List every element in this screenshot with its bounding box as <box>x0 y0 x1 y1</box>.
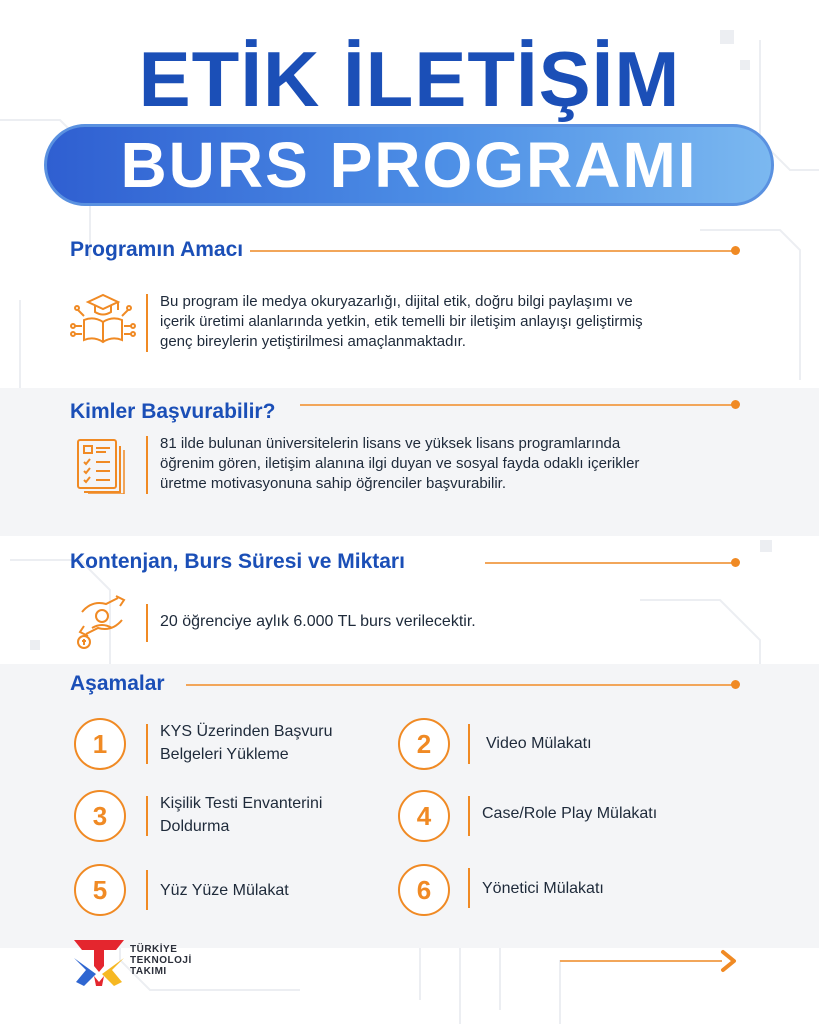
checklist-document-icon <box>76 438 128 498</box>
logo-wordmark <box>130 944 192 977</box>
purpose-bar <box>146 294 148 352</box>
step-bar-1 <box>146 724 148 764</box>
eligibility-title: Kimler Başvurabilir? <box>70 400 276 423</box>
eligibility-divider-dot <box>731 400 740 409</box>
quota-bar <box>146 604 148 642</box>
eligibility-line: üretme motivasyonuna sahip öğrenciler başvurabilir. <box>160 475 507 492</box>
quota-description <box>160 612 760 632</box>
step-label-line: KYS Üzerinden Başvuru <box>160 723 333 740</box>
step-label-line: Video Mülakatı <box>486 735 592 752</box>
step-label-3 <box>160 792 380 838</box>
stages-divider <box>186 684 732 686</box>
quota-title: Kontenjan, Burs Süresi ve Miktarı <box>70 550 405 573</box>
step-number-6: 6 <box>398 864 450 916</box>
eligibility-line: öğrenim gören, iletişim alanına ilgi duyan ve sosyal fayda odaklı içerikler <box>160 455 640 472</box>
step-label-5 <box>160 879 380 902</box>
step-bar-6 <box>468 868 470 908</box>
page-subtitle: BURS PROGRAMI <box>120 129 698 201</box>
step-bar-5 <box>146 870 148 910</box>
purpose-line: içerik üretimi alanlarında yetkin, etik temelli bir iletişim anlayışı geliştirmiş <box>160 313 643 330</box>
hand-coin-icon <box>72 592 132 656</box>
step-number-5: 5 <box>74 864 126 916</box>
purpose-description <box>160 292 760 352</box>
subtitle-banner <box>44 124 774 206</box>
step-label-line: Doldurma <box>160 818 230 835</box>
step-label-line: Belgeleri Yükleme <box>160 746 289 763</box>
eligibility-divider <box>300 404 732 406</box>
step-bar-4 <box>468 796 470 836</box>
footer-divider <box>560 960 722 962</box>
step-label-4 <box>482 802 702 825</box>
step-label-line: Yönetici Mülakatı <box>482 880 604 897</box>
eligibility-description <box>160 434 760 494</box>
purpose-divider <box>250 250 732 252</box>
step-label-1 <box>160 720 380 766</box>
purpose-line: genç bireylerin yetiştirilmesi amaçlanmaktadır. <box>160 333 466 350</box>
step-label-6 <box>482 877 702 900</box>
step-label-line: Yüz Yüze Mülakat <box>160 882 289 899</box>
turkiye-teknoloji-takimi-logo <box>72 936 126 992</box>
stages-title: Aşamalar <box>70 672 165 695</box>
purpose-line: Bu program ile medya okuryazarlığı, dijital etik, doğru bilgi paylaşımı ve <box>160 293 633 310</box>
step-label-line: Case/Role Play Mülakatı <box>482 805 658 822</box>
step-bar-2 <box>468 724 470 764</box>
eligibility-bar <box>146 436 148 494</box>
step-label-2 <box>486 732 706 755</box>
step-number-4: 4 <box>398 790 450 842</box>
eligibility-line: 81 ilde bulunan üniversitelerin lisans ve yüksek lisans programlarında <box>160 435 621 452</box>
quota-line: 20 öğrenciye aylık 6.000 TL burs verilecektir. <box>160 613 476 630</box>
step-bar-3 <box>146 796 148 836</box>
logo-line: TAKIMI <box>130 966 167 977</box>
logo-line: TEKNOLOJİ <box>130 955 192 966</box>
step-number-3: 3 <box>74 790 126 842</box>
quota-divider <box>485 562 732 564</box>
step-label-line: Kişilik Testi Envanterini <box>160 795 323 812</box>
chevron-right-icon <box>718 948 742 978</box>
page-title: ETİK İLETİŞİM <box>138 35 681 123</box>
step-number-2: 2 <box>398 718 450 770</box>
step-number-1: 1 <box>74 718 126 770</box>
purpose-title: Programın Amacı <box>70 238 244 261</box>
quota-divider-dot <box>731 558 740 567</box>
education-network-icon <box>70 290 136 356</box>
logo-line: TÜRKİYE <box>130 944 178 955</box>
purpose-divider-dot <box>731 246 740 255</box>
stages-divider-dot <box>731 680 740 689</box>
